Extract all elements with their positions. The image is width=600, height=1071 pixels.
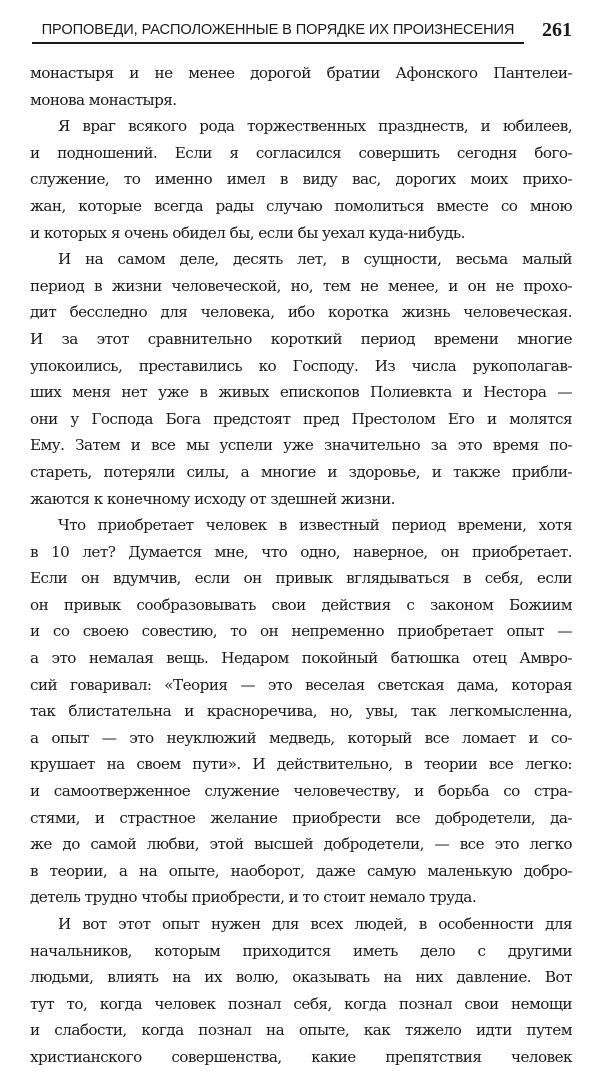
text-line: и которых я очень обидел бы, если бы уехал куда-нибудь. [30,223,465,242]
text-line: и слабости, когда познал на опыте, как тяжело идти путем [30,1021,572,1040]
text-line: они у Господа Бога предстоят пред Престолом Его и молятся [30,409,572,428]
text-line: сий говаривал: «Теория — это веселая светская дама, которая [30,675,572,694]
text-line: служение, то именно имел в виду вас, дорогих моих прихо- [30,170,572,189]
text-line: христианского совершенства, какие препятствия человек [30,1047,572,1066]
page-number: 261 [542,19,572,41]
paragraph [30,60,572,113]
text-line: крушает на своем пути». И действительно, в теории все легко: [30,755,572,774]
text-line: жаются к конечному исходу от здешней жизни. [30,489,395,508]
running-title: ПРОПОВЕДИ, РАСПОЛОЖЕННЫЕ В ПОРЯДКЕ ИХ ПРОИЗНЕСЕНИЯ [41,22,515,38]
text-line: И за этот сравнительно короткий период времени многие [30,329,572,348]
text-line: в теории, а на опыте, наоборот, даже самую маленькую добро- [30,861,572,880]
paragraph [30,246,572,512]
text-line: упокоились, преставились ко Господу. Из числа рукополагав- [30,356,572,375]
text-line: и со своею совестию, то он непременно приобретает опыт — [30,622,572,641]
text-line: монастыря и не менее дорогой братии Афонского Пантелеи- [30,64,572,82]
text-line: монова монастыря. [30,90,177,109]
text-line: а опыт — это неуклюжий медведь, который все ломает и со- [30,728,572,747]
text-line: И на самом деле, десять лет, в сущности, весьма малый [58,250,572,269]
text-line: детель трудно чтобы приобрести, и то стоит немало труда. [30,888,477,907]
text-line: в 10 лет? Думается мне, что одно, наверное, он приобретает. [30,542,572,561]
running-header [32,12,572,46]
text-line: он привык сообразовывать свои действия с законом Божиим [30,595,572,614]
text-line: и самоотверженное служение человечеству, и борьба со стра- [30,782,572,801]
paragraph [30,512,572,911]
text-line: так блистательна и красноречива, но, увы, так легкомысленна, [30,702,572,721]
text-line: стареть, потеряли силы, а многие и здоровье, и также прибли- [30,462,572,481]
text-line: Ему. Затем и все мы успели уже значительно за это время по- [30,436,572,455]
paragraph [30,911,572,1071]
text-line: жан, которые всегда рады случаю помолиться вместе со мною [30,196,572,215]
text-line: период в жизни человеческой, но, тем не менее, и он не прохо- [30,276,572,295]
text-line: ших меня нет уже в живых епископов Полиевкта и Нестора — [30,383,572,402]
paragraph [30,113,572,246]
text-line: же до самой любви, этой высшей добродетели, — все это легко [30,835,572,854]
header-rule [32,42,524,44]
text-line: тут то, когда человек познал себя, когда познал свои немощи [30,994,572,1013]
text-line: Что приобретает человек в известный период времени, хотя [58,516,572,535]
text-line: а это немалая вещь. Недаром покойный батюшка отец Амвро- [30,649,572,668]
text-line: и подношений. Если я согласился совершить сегодня бого- [30,143,572,162]
text-line: Если он вдумчив, если он привык вглядываться в себя, если [30,569,572,588]
text-line: стями, и страстное желание приобрести все добродетели, да- [30,808,572,827]
text-line: дит бесследно для человека, ибо коротка жизнь человеческая. [30,303,572,322]
body-text [30,60,572,1071]
text-line: начальников, которым приходится иметь дело с другими [30,941,572,960]
text-line: Я враг всякого рода торжественных празднеств, и юбилеев, [58,117,572,136]
text-line: И вот этот опыт нужен для всех людей, в особенности для [58,915,572,933]
text-line: людьми, влиять на их волю, оказывать на них давление. Вот [30,968,572,987]
